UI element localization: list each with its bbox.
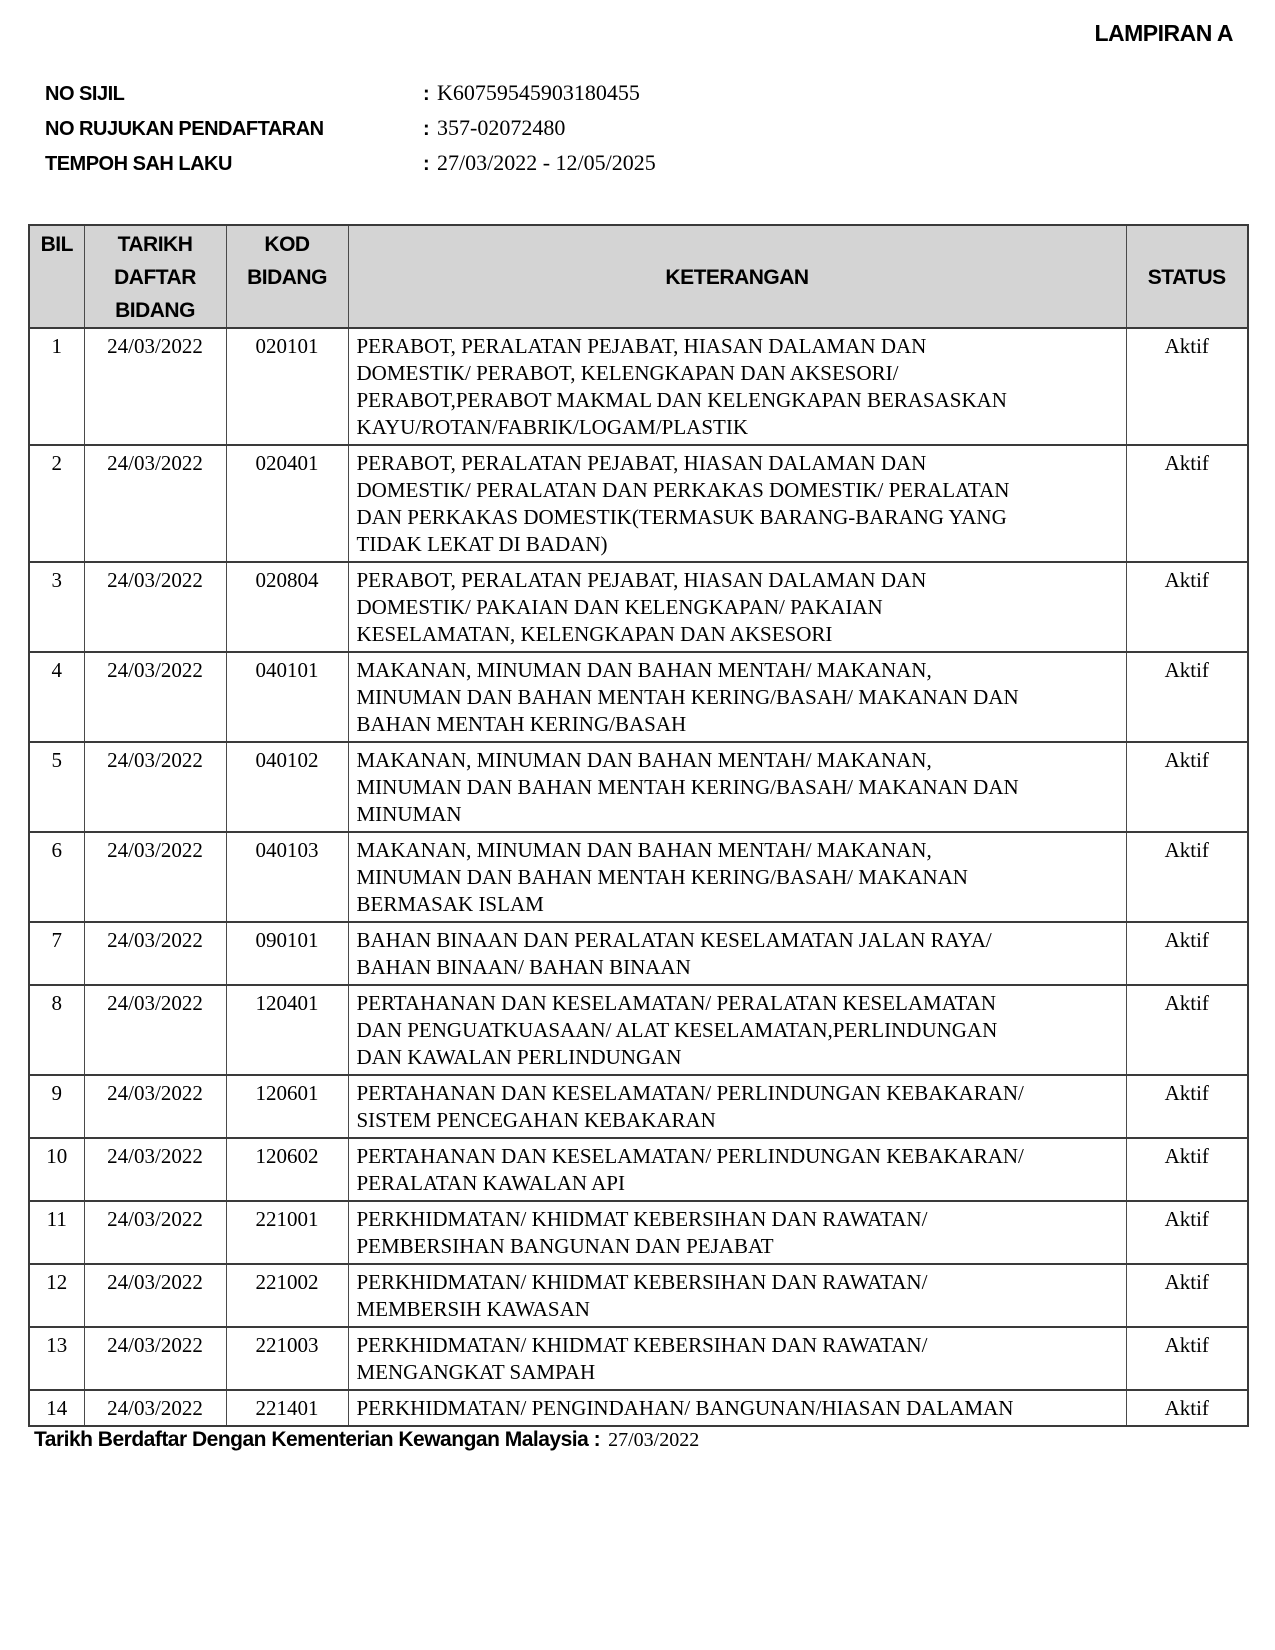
certificate-info <box>45 80 945 185</box>
bidang-table <box>28 224 1249 1427</box>
tarikh-cell: 24/03/2022 <box>84 985 226 1075</box>
bil-cell: 6 <box>29 832 84 922</box>
colon-separator: : <box>423 118 430 140</box>
status-cell: Aktif <box>1126 985 1248 1075</box>
status-cell: Aktif <box>1126 1327 1248 1390</box>
registration-date-line <box>34 1428 699 1452</box>
bil-cell: 8 <box>29 985 84 1075</box>
no-rujukan-label: NO RUJUKAN PENDAFTARAN <box>45 118 324 140</box>
table-row <box>29 562 1248 652</box>
tempoh-label: TEMPOH SAH LAKU <box>45 153 232 175</box>
table-row <box>29 832 1248 922</box>
colon-separator: : <box>423 83 430 105</box>
table-row <box>29 1075 1248 1138</box>
table-row <box>29 1327 1248 1390</box>
tarikh-cell: 24/03/2022 <box>84 1075 226 1138</box>
tarikh-cell: 24/03/2022 <box>84 445 226 562</box>
bil-cell: 2 <box>29 445 84 562</box>
status-cell: Aktif <box>1126 445 1248 562</box>
kod-cell: 120401 <box>226 985 348 1075</box>
keterangan-cell: PERTAHANAN DAN KESELAMATAN/ PERLINDUNGAN KEBAKARAN/ SISTEM PENCEGAHAN KEBAKARAN <box>348 1075 1126 1138</box>
bil-cell: 11 <box>29 1201 84 1264</box>
table-row <box>29 922 1248 985</box>
keterangan-cell: PERKHIDMATAN/ KHIDMAT KEBERSIHAN DAN RAWATAN/ MENGANGKAT SAMPAH <box>348 1327 1126 1390</box>
colon-separator: : <box>423 153 430 175</box>
tarikh-cell: 24/03/2022 <box>84 1390 226 1426</box>
info-row-no-sijil <box>45 80 945 103</box>
no-rujukan-value: 357-02072480 <box>437 115 566 140</box>
keterangan-cell: MAKANAN, MINUMAN DAN BAHAN MENTAH/ MAKANAN, MINUMAN DAN BAHAN MENTAH KERING/BASAH/ MAKANAN DAN BAHAN MENTAH KERING/BASAH <box>348 652 1126 742</box>
status-cell: Aktif <box>1126 1264 1248 1327</box>
table-row <box>29 1390 1248 1426</box>
status-cell: Aktif <box>1126 1138 1248 1201</box>
tarikh-cell: 24/03/2022 <box>84 742 226 832</box>
bil-cell: 14 <box>29 1390 84 1426</box>
keterangan-cell: PERKHIDMATAN/ KHIDMAT KEBERSIHAN DAN RAWATAN/ MEMBERSIH KAWASAN <box>348 1264 1126 1327</box>
tarikh-cell: 24/03/2022 <box>84 1138 226 1201</box>
registration-date-label: Tarikh Berdaftar Dengan Kementerian Kewangan Malaysia : <box>34 1428 601 1451</box>
tarikh-cell: 24/03/2022 <box>84 922 226 985</box>
keterangan-cell: PERKHIDMATAN/ PENGINDAHAN/ BANGUNAN/HIASAN DALAMAN <box>348 1390 1126 1426</box>
info-row-tempoh <box>45 150 945 173</box>
table-row <box>29 1138 1248 1201</box>
tempoh-value: 27/03/2022 - 12/05/2025 <box>437 150 656 175</box>
status-cell: Aktif <box>1126 832 1248 922</box>
tarikh-cell: 24/03/2022 <box>84 652 226 742</box>
bil-cell: 3 <box>29 562 84 652</box>
keterangan-cell: PERTAHANAN DAN KESELAMATAN/ PERALATAN KESELAMATAN DAN PENGUATKUASAAN/ ALAT KESELAMATAN,PERLINDUNGAN DAN KAWALAN PERLINDUNGAN <box>348 985 1126 1075</box>
bil-cell: 13 <box>29 1327 84 1390</box>
kod-cell: 221003 <box>226 1327 348 1390</box>
table-header-row <box>29 225 1248 328</box>
table-row <box>29 445 1248 562</box>
status-cell: Aktif <box>1126 742 1248 832</box>
kod-cell: 120601 <box>226 1075 348 1138</box>
keterangan-cell: MAKANAN, MINUMAN DAN BAHAN MENTAH/ MAKANAN, MINUMAN DAN BAHAN MENTAH KERING/BASAH/ MAKANAN BERMASAK ISLAM <box>348 832 1126 922</box>
keterangan-cell: PERTAHANAN DAN KESELAMATAN/ PERLINDUNGAN KEBAKARAN/ PERALATAN KAWALAN API <box>348 1138 1126 1201</box>
kod-cell: 040101 <box>226 652 348 742</box>
keterangan-cell: PERABOT, PERALATAN PEJABAT, HIASAN DALAMAN DAN DOMESTIK/ PERABOT, KELENGKAPAN DAN AKSESORI/ PERABOT,PERABOT MAKMAL DAN KELENGKAPAN BERASASKAN KAYU/ROTAN/FABRIK/LOGAM/PLASTIK <box>348 328 1126 445</box>
status-cell: Aktif <box>1126 1201 1248 1264</box>
bil-cell: 10 <box>29 1138 84 1201</box>
tarikh-cell: 24/03/2022 <box>84 1327 226 1390</box>
table-row <box>29 328 1248 445</box>
tarikh-cell: 24/03/2022 <box>84 562 226 652</box>
kod-cell: 040102 <box>226 742 348 832</box>
keterangan-cell: BAHAN BINAAN DAN PERALATAN KESELAMATAN JALAN RAYA/ BAHAN BINAAN/ BAHAN BINAAN <box>348 922 1126 985</box>
status-cell: Aktif <box>1126 328 1248 445</box>
kod-cell: 020101 <box>226 328 348 445</box>
table-body <box>29 328 1248 1426</box>
table-row <box>29 1264 1248 1327</box>
kod-cell: 040103 <box>226 832 348 922</box>
bil-cell: 7 <box>29 922 84 985</box>
bil-cell: 12 <box>29 1264 84 1327</box>
kod-cell: 120602 <box>226 1138 348 1201</box>
registration-date-value: 27/03/2022 <box>608 1429 700 1451</box>
status-cell: Aktif <box>1126 922 1248 985</box>
table-row <box>29 1201 1248 1264</box>
keterangan-cell: PERKHIDMATAN/ KHIDMAT KEBERSIHAN DAN RAWATAN/ PEMBERSIHAN BANGUNAN DAN PEJABAT <box>348 1201 1126 1264</box>
header-keterangan: KETERANGAN <box>348 225 1126 328</box>
kod-cell: 020401 <box>226 445 348 562</box>
no-sijil-value: K60759545903180455 <box>437 80 640 105</box>
bil-cell: 1 <box>29 328 84 445</box>
bil-cell: 5 <box>29 742 84 832</box>
lampiran-title: LAMPIRAN A <box>1094 20 1233 46</box>
table-row <box>29 985 1248 1075</box>
table-header <box>29 225 1248 328</box>
kod-cell: 020804 <box>226 562 348 652</box>
kod-cell: 090101 <box>226 922 348 985</box>
tarikh-cell: 24/03/2022 <box>84 328 226 445</box>
bil-cell: 4 <box>29 652 84 742</box>
keterangan-cell: PERABOT, PERALATAN PEJABAT, HIASAN DALAMAN DAN DOMESTIK/ PAKAIAN DAN KELENGKAPAN/ PAKAIAN KESELAMATAN, KELENGKAPAN DAN AKSESORI <box>348 562 1126 652</box>
table-row <box>29 742 1248 832</box>
tarikh-cell: 24/03/2022 <box>84 832 226 922</box>
tarikh-cell: 24/03/2022 <box>84 1264 226 1327</box>
info-row-no-rujukan <box>45 115 945 138</box>
status-cell: Aktif <box>1126 652 1248 742</box>
keterangan-cell: PERABOT, PERALATAN PEJABAT, HIASAN DALAMAN DAN DOMESTIK/ PERALATAN DAN PERKAKAS DOMESTIK/ PERALATAN DAN PERKAKAS DOMESTIK(TERMASUK BARANG-BARANG YANG TIDAK LEKAT DI BADAN) <box>348 445 1126 562</box>
header-status: STATUS <box>1126 225 1248 328</box>
kod-cell: 221002 <box>226 1264 348 1327</box>
table-row <box>29 652 1248 742</box>
no-sijil-label: NO SIJIL <box>45 83 125 105</box>
keterangan-cell: MAKANAN, MINUMAN DAN BAHAN MENTAH/ MAKANAN, MINUMAN DAN BAHAN MENTAH KERING/BASAH/ MAKANAN DAN MINUMAN <box>348 742 1126 832</box>
kod-cell: 221401 <box>226 1390 348 1426</box>
header-kod-bidang: KOD BIDANG <box>226 225 348 328</box>
header-bil: BIL <box>29 225 84 328</box>
header-tarikh-daftar-bidang: TARIKH DAFTAR BIDANG <box>84 225 226 328</box>
status-cell: Aktif <box>1126 1075 1248 1138</box>
bil-cell: 9 <box>29 1075 84 1138</box>
kod-cell: 221001 <box>226 1201 348 1264</box>
status-cell: Aktif <box>1126 1390 1248 1426</box>
status-cell: Aktif <box>1126 562 1248 652</box>
tarikh-cell: 24/03/2022 <box>84 1201 226 1264</box>
